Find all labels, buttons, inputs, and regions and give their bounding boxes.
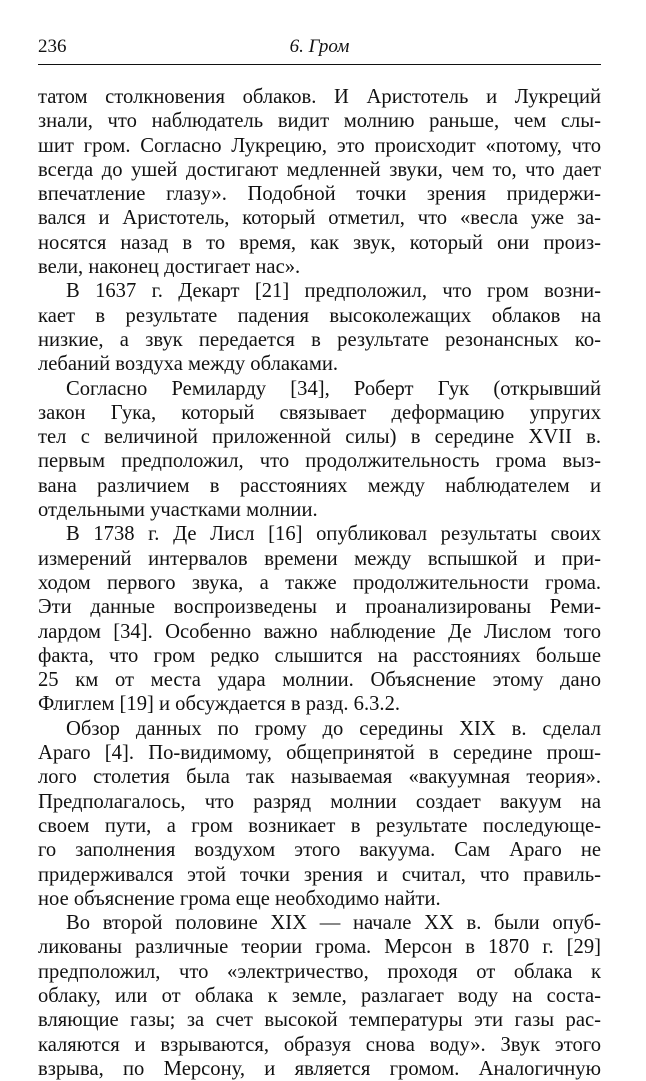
text-line: кает в результате падения высоколежащих облаков на <box>38 304 601 327</box>
text-line: татом столкновения облаков. И Аристотель и Лукреций <box>38 86 601 108</box>
text-line: лардом [34]. Особенно важно наблюдение Де Лислом того <box>38 620 601 643</box>
text-line: своем пути, а гром возникает в результате последующе- <box>38 814 601 837</box>
text-line: Согласно Ремиларду [34], Роберт Гук (открывший <box>66 377 601 400</box>
text-line: закон Гука, который связывает деформацию упругих <box>38 401 601 424</box>
text-line: Араго [4]. По-видимому, общепринятой в середине прош- <box>38 742 601 765</box>
text-line: вели, наконец достигает нас». <box>38 256 301 279</box>
text-line: знали, что наблюдатель видит молнию раньше, чем слы- <box>38 110 601 133</box>
text-line: Эти данные воспроизведены и проанализированы Реми- <box>38 596 601 619</box>
text-line: низкие, а звук передается в результате резонансных ко- <box>38 328 601 351</box>
text-line: взрыва, по Мерсону, и является громом. Аналогичную <box>38 1057 601 1080</box>
text-line: первым предположил, что продолжительность грома выз- <box>38 450 601 473</box>
text-line: вана различием в расстояниях между наблюдателем и <box>38 474 601 497</box>
text-line: отдельными участками молнии. <box>38 499 318 522</box>
text-line: вляющие газы; за счет высокой температуры эти газы рас- <box>38 1009 601 1032</box>
text-line: ликованы различные теории грома. Мерсон в 1870 г. [29] <box>38 936 601 959</box>
text-line: Флиглем [19] и обсуждается в разд. 6.3.2. <box>38 693 401 716</box>
text-line: Предполагалось, что разряд молнии создает вакуум на <box>38 790 601 813</box>
text-line: факта, что гром редко слышится на расстояниях больше <box>38 644 601 667</box>
text-line: лебаний воздуха между облаками. <box>38 353 339 376</box>
running-title: 6. Гром <box>289 36 350 57</box>
text-line: измерений интервалов времени между вспышкой и при- <box>38 547 601 570</box>
text-line: каляются и взрываются, образуя снова воду». Звук этого <box>38 1033 601 1056</box>
text-line: В 1637 г. Декарт [21] предположил, что гром возни- <box>66 280 601 303</box>
text-line: шит гром. Согласно Лукрецию, это происходит «потому, что <box>38 134 601 157</box>
text-line: впечатление глазу». Подобной точки зрения придержи- <box>38 183 601 206</box>
text-line: Во второй половине XIX — начале XX в. были опуб- <box>66 912 601 935</box>
text-line: го заполнения воздухом этого вакуума. Сам Араго не <box>38 839 601 862</box>
text-line: тел с величиной приложенной силы) в середине XVII в. <box>38 426 601 449</box>
text-line: 25 км от места удара молнии. Объяснение этому дано <box>38 669 601 692</box>
text-line: ходом первого звука, а также продолжительности грома. <box>38 571 601 594</box>
page-header <box>38 30 601 62</box>
text-line: всегда до ушей достигают медленней звуки, чем то, что дает <box>38 158 601 181</box>
text-line: вался и Аристотель, который отметил, что «весла уже за- <box>38 207 601 230</box>
text-line: придерживался этой точки зрения и считал, что правиль- <box>38 863 601 886</box>
page-number: 236 <box>38 36 67 57</box>
text-line: В 1738 г. Де Лисл [16] опубликовал результаты своих <box>66 523 601 546</box>
text-line: лого столетия была так называемая «вакуумная теория». <box>38 766 601 789</box>
body-text <box>38 85 601 1081</box>
text-line: предположил, что «электричество, проходя от облака к <box>38 960 601 983</box>
text-line: ное объяснение грома еще необходимо найти. <box>38 887 441 910</box>
header-rule <box>38 64 601 65</box>
text-line: носятся назад в то время, как звук, который они произ- <box>38 231 601 254</box>
text-line: Обзор данных по грому до середины XIX в. сделал <box>66 717 601 740</box>
text-line: облаку, или от облака к земле, разлагает воду на соста- <box>38 984 601 1007</box>
